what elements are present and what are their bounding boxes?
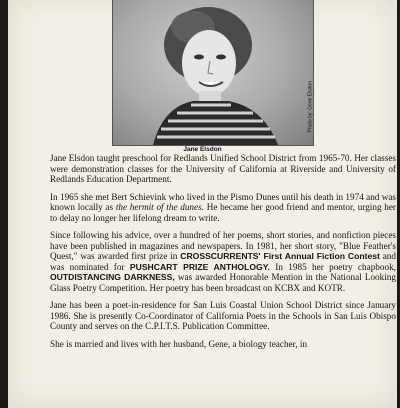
bio-p2-italic: the hermit of the dunes. — [115, 202, 204, 212]
author-bio — [50, 153, 396, 356]
author-photo — [112, 0, 314, 146]
bio-p3-text-d: was awarded Honorable Mention in the National Looking Glass Poetry Competition. Her poetry has been broadcast on KCBX and KOTR. — [50, 272, 396, 293]
bio-paragraph-1: Jane Elsdon taught preschool for Redlands Unified School District from 1965-70. Her classes were demonstration classes for the University of California at Riverside and University of Redlands Education Department. — [50, 153, 396, 184]
bio-p3-text-c: In 1985 her poetry chapbook, — [269, 261, 396, 272]
bio-paragraph-3 — [50, 230, 396, 293]
bio-p3-text-a: Since following his advice, over a hundred of her poems, short stories, and nonfiction pieces have been published in magazines and newspapers. In 1981, her short story, "Blue Feather's Quest," was awarded first prize in — [50, 230, 396, 261]
bio-p2-text-b: He became her good friend and mentor, urging her to delay no longer her lifelong dream to write. — [50, 202, 396, 223]
bio-p2-text-a: In 1965 she met Bert Schievink who lived in the Pismo Dunes until his death in 1974 and was known locally as — [50, 191, 396, 212]
bio-p3-anthology: PUSHCART PRIZE ANTHOLOGY. — [129, 261, 270, 272]
bio-paragraph-5: She is married and lives with her husband, Gene, a biology teacher, in — [50, 338, 308, 349]
photo-caption: Jane Elsdon — [183, 146, 222, 153]
bio-paragraph-4: Jane has been a poet-in-residence for San Luis Coastal Union School District since January 1986. She is presently Co-Coordinator of California Poets in the Schools in San Luis Obispo County and serves on the C.P.I.T.S. Publication Committee. — [50, 300, 396, 331]
book-back-cover — [8, 0, 397, 408]
photo-credit: Photo by: Gene Elsdon — [307, 81, 313, 133]
bio-p3-contest: CROSSCURRENTS' First Annual Fiction Contest — [180, 251, 380, 261]
author-portrait-graphic — [113, 0, 313, 145]
bio-paragraph-2 — [50, 192, 396, 224]
bio-p3-text-b: and was nominated for — [50, 251, 396, 272]
bio-p3-chapbook: OUTDISTANCING DARKNESS, — [50, 272, 175, 282]
